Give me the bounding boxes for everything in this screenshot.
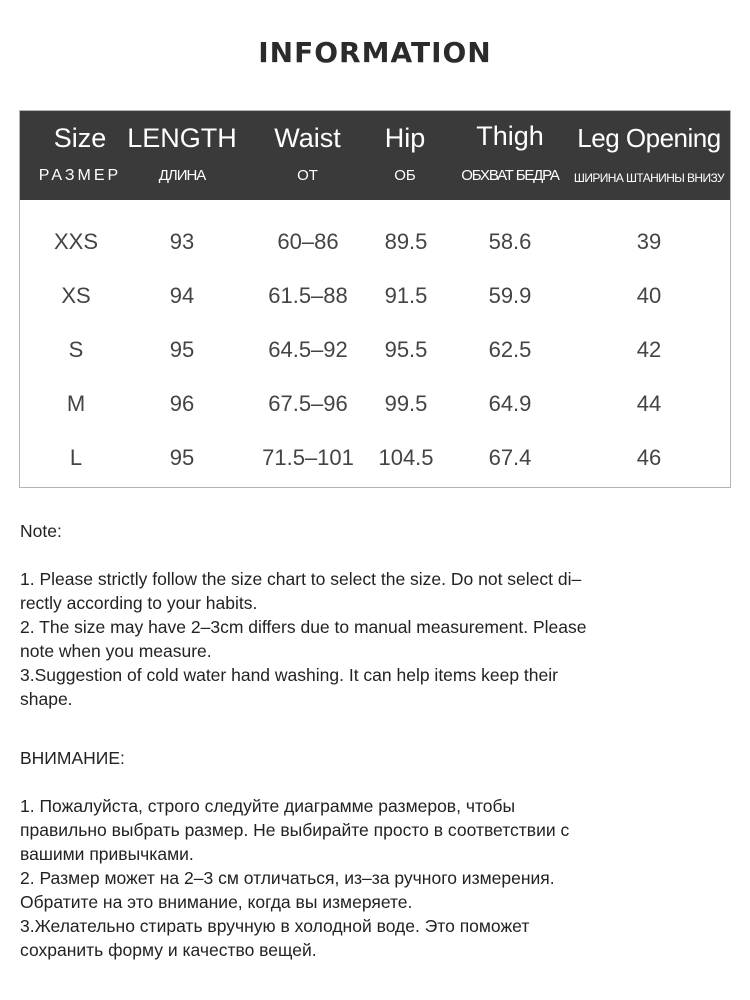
cell-waist: 67.5–96 [268, 391, 348, 416]
header-thigh-ru: ОБХВАТ БЕДРА [461, 167, 559, 184]
cell-thigh: 59.9 [488, 283, 532, 308]
header-waist-ru: ОТ [297, 167, 318, 184]
header-waist [250, 123, 365, 185]
cell-size: M [66, 391, 86, 416]
cell-length: 94 [169, 283, 195, 308]
note-heading: Note: [20, 521, 62, 541]
header-size-ru: РАЗМЕР [38, 167, 122, 184]
note-spacer [20, 770, 720, 794]
table-header [20, 111, 730, 200]
note-line: вашими привычками. [20, 844, 194, 864]
size-chart-table [19, 110, 731, 488]
note-line: Обратите на это внимание, когда вы измеряете. [20, 892, 413, 912]
cell-hip: 104.5 [378, 445, 434, 470]
header-length-en: LENGTH [127, 123, 237, 153]
cell-waist: 61.5–88 [268, 283, 348, 308]
note-line: note when you measure. [20, 641, 212, 661]
cell-leg-opening: 44 [636, 391, 662, 416]
header-hip-ru: ОБ [394, 167, 416, 184]
note-line: сохранить форму и качество вещей. [20, 940, 317, 960]
note-spacer [20, 543, 720, 567]
cell-thigh: 62.5 [488, 337, 532, 362]
cell-thigh: 64.9 [488, 391, 532, 416]
cell-thigh: 67.4 [488, 445, 532, 470]
note-english [20, 519, 720, 711]
header-leg-opening-en: Leg Opening [577, 123, 721, 153]
cell-hip: 99.5 [384, 391, 428, 416]
header-length [122, 123, 242, 185]
header-thigh [452, 121, 568, 185]
table-row [20, 283, 730, 337]
note-line: 3.Suggestion of cold water hand washing. It can help items keep their [20, 665, 558, 685]
cell-waist: 60–86 [277, 229, 339, 254]
table-row [20, 391, 730, 445]
cell-hip: 89.5 [384, 229, 428, 254]
table-row [20, 229, 730, 283]
cell-leg-opening: 46 [636, 445, 662, 470]
header-hip [365, 123, 445, 185]
header-size [26, 123, 134, 185]
header-length-ru: ДЛИНА [158, 167, 206, 184]
cell-size: XXS [53, 229, 99, 254]
cell-length: 96 [169, 391, 195, 416]
page-title: INFORMATION [258, 36, 492, 69]
cell-size: S [68, 337, 84, 362]
cell-hip: 91.5 [384, 283, 428, 308]
note-line: shape. [20, 689, 73, 709]
cell-size: XS [61, 283, 91, 308]
note-line: 1. Please strictly follow the size chart to select the size. Do not select di– [20, 569, 582, 589]
cell-waist: 71.5–101 [262, 445, 354, 470]
cell-thigh: 58.6 [488, 229, 532, 254]
note-line: 2. The size may have 2–3cm differs due to manual measurement. Please [20, 617, 587, 637]
note-russian [20, 746, 720, 962]
table-row [20, 337, 730, 391]
note-line: 1. Пожалуйста, строго следуйте диаграмме размеров, чтобы [20, 796, 516, 816]
note-line: rectly according to your habits. [20, 593, 258, 613]
cell-length: 95 [169, 445, 195, 470]
note-line: правильно выбрать размер. Не выбирайте просто в соответствии с [20, 820, 570, 840]
cell-leg-opening: 40 [636, 283, 662, 308]
cell-leg-opening: 39 [636, 229, 662, 254]
cell-size: L [69, 445, 83, 470]
header-leg-opening-ru: ШИРИНА ШТАНИНЫ ВНИЗУ [573, 171, 725, 185]
header-size-en: Size [53, 123, 107, 153]
table-row [20, 445, 730, 499]
cell-hip: 95.5 [384, 337, 428, 362]
cell-length: 93 [169, 229, 195, 254]
header-hip-en: Hip [384, 123, 426, 153]
note-line: 2. Размер может на 2–3 см отличаться, из–за ручного измерения. [20, 868, 555, 888]
cell-length: 95 [169, 337, 195, 362]
cell-leg-opening: 42 [636, 337, 662, 362]
note-line: 3.Желательно стирать вручную в холодной воде. Это поможет [20, 916, 530, 936]
cell-waist: 64.5–92 [268, 337, 348, 362]
header-thigh-en: Thigh [476, 121, 544, 151]
note-heading: ВНИМАНИЕ: [20, 748, 125, 768]
header-waist-en: Waist [274, 123, 341, 153]
header-leg-opening [572, 123, 726, 187]
